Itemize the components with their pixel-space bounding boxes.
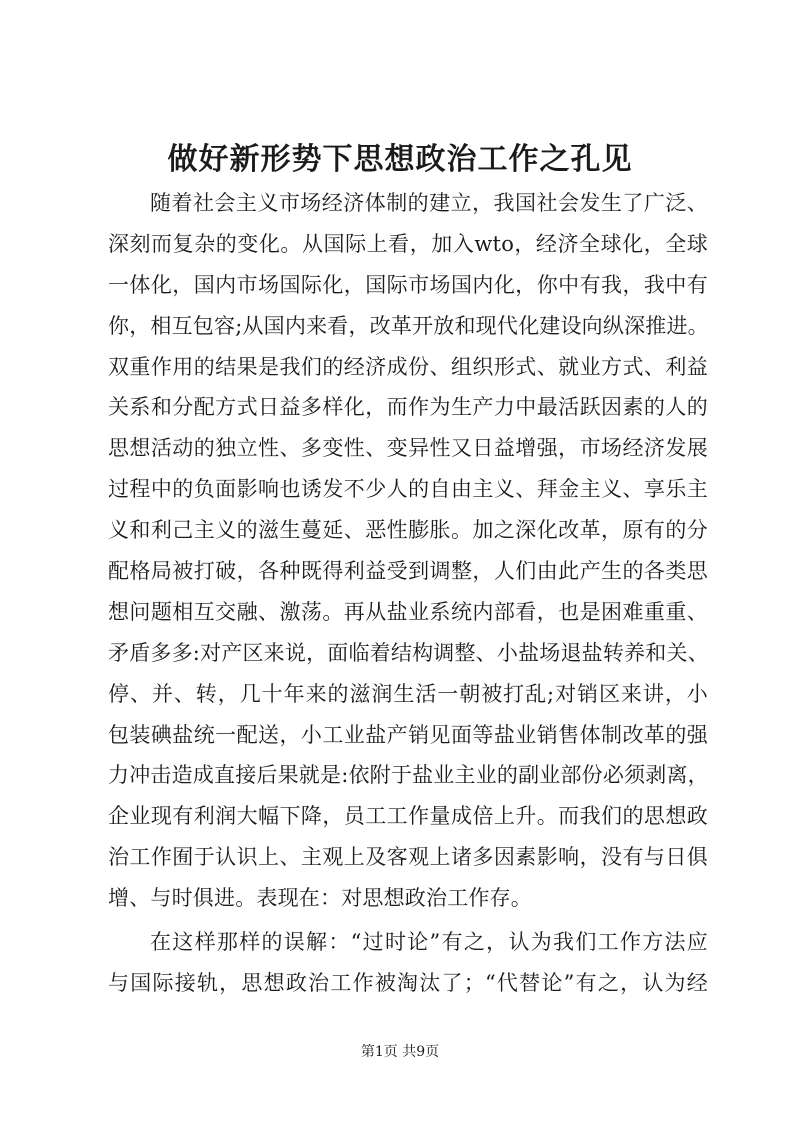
text-line: 关系和分配方式日益多样化，而作为生产力中最活跃因素的人的 (108, 395, 708, 420)
document-title: 做好新形势下思想政治工作之孔见 (167, 142, 633, 177)
text-line: 思想活动的独立性、多变性、变异性又日益增强，市场经济发展 (108, 436, 708, 461)
text-line: 增、与时俱进。表现在：对思想政治工作存。 (108, 886, 532, 911)
text-line: 包装碘盐统一配送，小工业盐产销见面等盐业销售体制改革的强 (108, 722, 708, 747)
text-line: 随着社会主义市场经济体制的建立，我国社会发生了广泛、 (150, 191, 708, 215)
text-line: 你，相互包容;从国内来看，改革开放和现代化建设向纵深推进。 (108, 313, 709, 338)
text-line: 双重作用的结果是我们的经济成份、组织形式、就业方式、利益 (108, 354, 708, 379)
text-line: 企业现有利润大幅下降，员工工作量成倍上升。而我们的思想政 (108, 804, 708, 829)
paragraph-1 (108, 183, 708, 919)
text-line: 矛盾多多:对产区来说，面临着结构调整、小盐场退盐转养和关、 (108, 640, 709, 665)
text-line: 在这样那样的误解：“过时论”有之，认为我们工作方法应 (150, 930, 708, 955)
paragraph-2 (108, 922, 708, 1004)
text-line: 与国际接轨，思想政治工作被淘汰了；“代替论”有之，认为经 (108, 970, 708, 995)
text-line: 治工作囿于认识上、主观上及客观上诸多因素影响，没有与日俱 (108, 845, 708, 870)
text-line: 配格局被打破，各种既得利益受到调整，人们由此产生的各类思 (108, 559, 708, 584)
page-number-footer: 第1页 共9页 (360, 1044, 440, 1060)
text-line: 过程中的负面影响也诱发不少人的自由主义、拜金主义、享乐主 (108, 477, 708, 502)
text-line: 力冲击造成直接后果就是:依附于盐业主业的副业部份必须剥离， (108, 763, 709, 788)
text-line: 想问题相互交融、激荡。再从盐业系统内部看，也是困难重重、 (108, 599, 708, 624)
document-body (108, 183, 708, 1004)
text-line: 义和利己主义的滋生蔓延、恶性膨胀。加之深化改革，原有的分 (108, 518, 708, 543)
text-line: 一体化，国内市场国际化，国际市场国内化，你中有我，我中有 (108, 272, 708, 297)
text-line: 停、并、转，几十年来的滋润生活一朝被打乱;对销区来讲，小 (108, 681, 708, 706)
text-line: 深刻而复杂的变化。从国际上看，加入wto，经济全球化，全球 (108, 231, 708, 256)
